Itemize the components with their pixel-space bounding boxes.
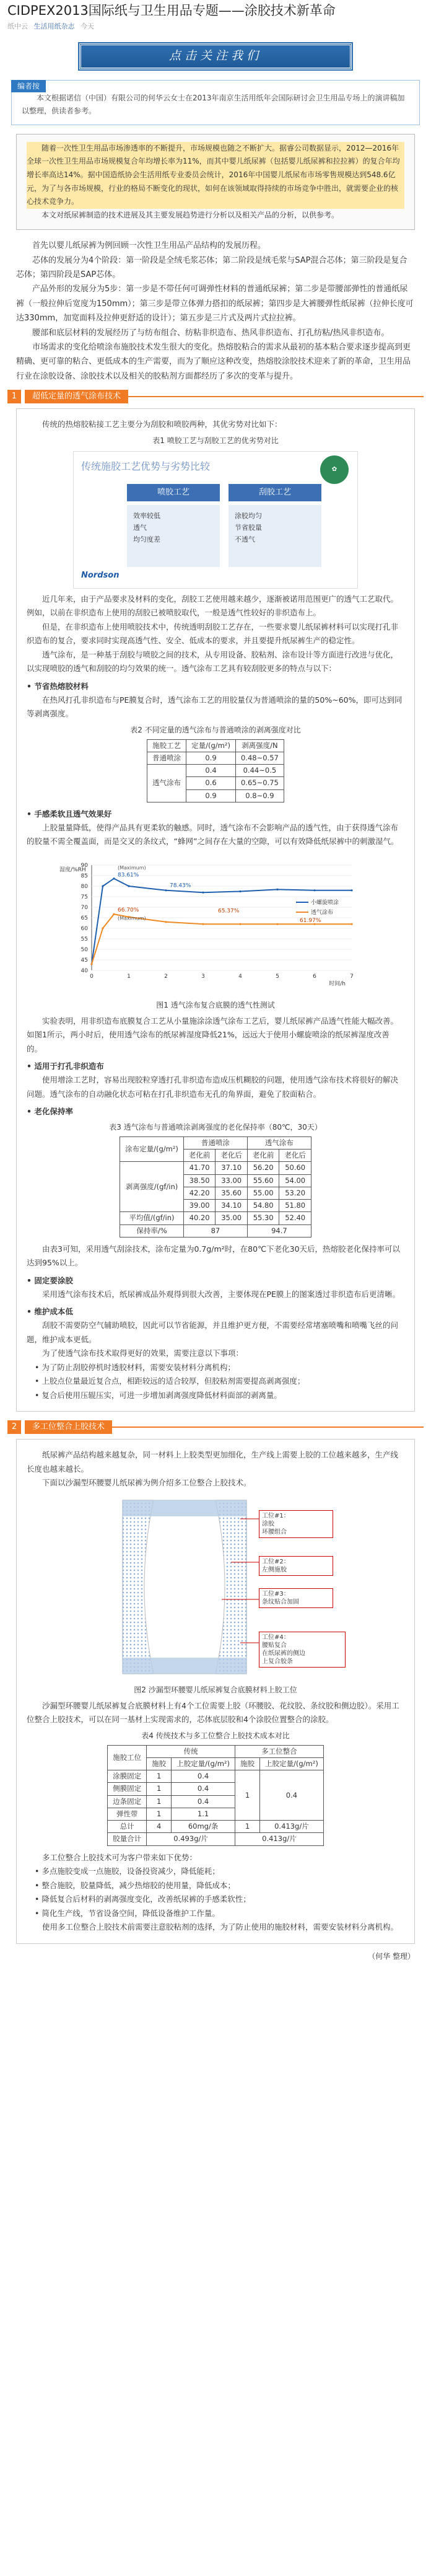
section-number: 2 — [7, 1420, 21, 1434]
table-header: 透气涂布 — [247, 1136, 311, 1149]
section-paragraph: 上胶量量降低，使得产品具有更柔软的触感。同时，透气涂布不会影响产品的透气性，由于获得透气涂布的胶量不需全覆盖面，而是交叉的条纹式，“蜂网”之间存在大量的空隙，可以有效降低纸尿裤中的刺激湿气。 — [27, 822, 399, 846]
section1-box — [16, 408, 415, 1412]
table-cell: 弹性带 — [108, 1808, 147, 1820]
table-cell: 0.4 — [186, 765, 236, 777]
article-signature: （何华 整理） — [368, 1951, 415, 1961]
table-header: 涂布定量/(g/m²) — [120, 1136, 184, 1162]
table-header: 施胶 — [147, 1757, 172, 1770]
table-header: 老化前 — [247, 1150, 279, 1162]
table-cell: 50.60 — [279, 1162, 311, 1174]
table-cell: 保持率/% — [120, 1224, 184, 1237]
spray-column-body — [127, 505, 220, 567]
table-header: 施胶工艺 — [147, 739, 186, 752]
x-tick-label: 0 — [90, 973, 94, 980]
subsection-title: • 固定要涂胶 — [27, 1275, 73, 1285]
table-cell: 55.60 — [247, 1174, 279, 1187]
list-item: • 降低复合后材料的剥离强度变化，改善纸尿裤的手感柔软性； — [35, 1892, 404, 1907]
section-paragraph: 刮胶不需要防空气辅助喷胶，因此可以节省能源，并且维护更方便，不需要经常堵塞喷嘴和喷嘴飞丝的问题，维护成本更低。 — [27, 1321, 399, 1344]
legend-entry: 透气涂布 — [311, 909, 334, 916]
table-cell: 总计 — [108, 1821, 147, 1833]
table-cell: 0.48~0.57 — [235, 752, 284, 764]
table-cell: 0.65~0.75 — [235, 777, 284, 789]
follow-banner-wrap — [7, 38, 424, 75]
table-cell: 涂膜固定 — [108, 1770, 147, 1783]
table-header: 上胶定量/(g/m²) — [172, 1757, 235, 1770]
data-point — [313, 889, 315, 891]
section-paragraph: 但是，在非织造布上使用喷胶技术中，传统透明刮胶工艺存在，一些要求婴儿纸尿裤材料可以实现打孔非织造布的复合，要求同时实现高透气性、安全、低成本的要求，并且要提升纸尿裤生产的稳定性。 — [27, 622, 399, 646]
table-cell: 0.4 — [172, 1795, 235, 1808]
data-label: 83.61% — [118, 872, 139, 879]
table-cell: 55.30 — [247, 1212, 279, 1224]
table-cell: 平均值/(gf/in) — [120, 1212, 184, 1224]
table-header: 普通喷涂 — [183, 1136, 247, 1149]
table-cell: 剥离强度/(gf/in) — [120, 1162, 184, 1212]
y-tick-label: 55 — [81, 936, 88, 943]
data-label: 78.43% — [170, 882, 191, 889]
table-cell: 41.70 — [183, 1162, 215, 1174]
data-label: 65.37% — [218, 908, 240, 915]
section-paragraph: 沙漏型环腰婴儿纸尿裤复合底膜材料上有4个工位需要上胶（环腰胶、花纹胶、条纹胶和侧边胶）。采用工位整合上胶技术，可以在同一基材上实现需求的，芯体底层胶和4个涂胶位置整合的涂胶。 — [27, 1700, 399, 1725]
table-cell: 胶量合计 — [108, 1833, 147, 1845]
table-cell: 0.413g/片 — [235, 1833, 324, 1845]
section2-box — [16, 1439, 415, 1944]
slot-row: 不透气 — [235, 535, 255, 544]
data-point — [90, 963, 92, 965]
section-paragraph: 使用多工位整合上胶技术前需要注意胶粘剂的选择，为了防止使用的施胶材料，需要安装材料分离机构。 — [42, 1922, 399, 1932]
body-paragraph: 腰部和底层材料的发展经历了与纺布组合、纺粘非织造布、热风非织造布、打孔纺粘/热风非织造布。 — [32, 328, 390, 338]
x-tick-label: 4 — [238, 973, 242, 980]
y-tick-label: 85 — [81, 873, 88, 879]
data-point — [350, 923, 352, 925]
table-header: 施胶 — [235, 1757, 260, 1770]
y-tick-label: 50 — [81, 946, 88, 953]
table-header: 上胶定量/(g/m²) — [260, 1757, 324, 1770]
table-cell: 87 — [183, 1224, 247, 1237]
subsection-title: • 维护成本低 — [27, 1307, 73, 1317]
table-header: 剥离强度/N — [235, 739, 284, 752]
body-paragraph: 市场需求的变化给喷涂布施胶技术发生很大的变化。热熔胶粘合的需求从最初的基本粘合要求逐步提高到更精确、更可靠的粘合、更低成本的生产需要，而为了顺应这种改变，热熔胶涂胶技术迎来了新的革命，卫生用品行业在涂胶设备、涂胶技术以及相关的胶粘剂方面都经历了多次的变革与提升。 — [16, 343, 411, 381]
advantages-list — [35, 1865, 404, 1920]
y-axis-label: 湿度/%RH — [59, 866, 86, 873]
data-point — [113, 877, 115, 879]
intro-body — [7, 239, 424, 384]
list-item: • 上胶点位量最近复合点，相距较远的适合较厚，但胶粘剂需要提高剥离强度； — [35, 1374, 404, 1389]
table-cell: 55.00 — [247, 1187, 279, 1199]
x-tick-label: 6 — [313, 973, 316, 980]
subsection-title: • 手感柔软且透气效果好 — [27, 809, 112, 819]
data-point — [202, 923, 204, 925]
legend-entry: 小螺旋喷涂 — [311, 899, 339, 906]
table-cell: 94.7 — [247, 1224, 311, 1237]
y-tick-label: 60 — [81, 925, 88, 932]
follow-banner[interactable]: 点击关注我们 — [79, 43, 352, 69]
section-rule — [112, 1426, 424, 1428]
fig2-caption: 图2 沙漏型环腰婴儿纸尿裤复合底膜材料上胶工位 — [134, 1685, 297, 1694]
table-row — [120, 1224, 311, 1237]
table-header: 定量/(g/m²) — [186, 739, 236, 752]
body-paragraph: 芯体的发展分为4个阶段：第一阶段是全绒毛浆芯体；第二阶段是绒毛浆与SAP混合芯体；第三阶段是复合芯体；第四阶段是SAP芯体。 — [16, 255, 407, 280]
table2 — [147, 739, 284, 802]
section-paragraph: 纸尿裤产品结构越来越复杂，同一材料上上胶类型更加细化，生产线上需要上胶的工位越来越多，生产线长度也越来越长。 — [27, 1450, 399, 1474]
table-cell: 0.8~0.9 — [235, 789, 284, 802]
section-paragraph: 近几年来，由于产品要求及材料的变化，刮胶工艺使用越来越少，逐渐被诺用范围更广的透气工艺取代。例如，以前在非织造布上使用的刮胶已被喷胶取代，一般是透气性较好的非织造布上。 — [27, 594, 399, 618]
section-paragraph: 由表3可知，采用透气刮涂技术，涂布定量为0.7g/m²时，在80℃下老化30天后，热熔胶老化保持率可以达到95%以上。 — [27, 1244, 401, 1268]
section-paragraph: 传统的热熔胶粘接工艺主要分为刮胶和喷胶两种，其优劣势对比如下： — [42, 420, 282, 429]
table-cell: 0.6 — [186, 777, 236, 789]
list-item: • 简化生产线，节省设备空间，降低设备维护工作量。 — [35, 1907, 404, 1921]
y-tick-label: 90 — [81, 862, 88, 869]
subsection-title: • 老化保持率 — [27, 1107, 73, 1117]
table-cell: 38.50 — [183, 1174, 215, 1187]
notes-list — [35, 1361, 404, 1403]
body-paragraph: 产品外形的发展分为5步：第一步是不带任何可调弹性材料的普通纸尿裤；第二步是带腰部弹性的普通纸尿裤（一般拉伸后宽度为150mm）；第三步是带立体弹力搭扣的纸尿裤；第四步是大裤腰弹性纸尿裤（拉伸长度可达330mm，加宽面料及拉伸更舒适的设计）；第五步是三片式及两片式拉拉裤。 — [16, 284, 414, 323]
x-tick-label: 5 — [276, 973, 279, 980]
data-point — [165, 921, 167, 923]
editor-text: 本文根据诺信（中国）有限公司的何华云女士在2013年南京生活用纸年会国际研讨会卫生用品专场上的演讲稿加以整理，供读者参考。 — [22, 93, 405, 116]
waistband-bottom-shape — [123, 1658, 246, 1674]
subsection-title: • 节省热熔胶材料 — [27, 681, 89, 691]
nordson-logo: Nordson — [81, 570, 120, 580]
spray-row: 透气 — [133, 523, 147, 532]
table1-caption: 表1 喷胶工艺与刮胶工艺的优劣势对比 — [152, 436, 279, 445]
slot-row: 节省胶量 — [235, 523, 262, 532]
spray-row: 均匀度差 — [133, 535, 160, 544]
annotation: (Maximum) — [118, 915, 146, 921]
x-tick-label: 7 — [350, 973, 354, 980]
fig1-caption: 图1 透气涂布复合底膜的透气性测试 — [156, 1000, 275, 1009]
table-cell: 0.44~0.5 — [235, 765, 284, 777]
humidity-chart — [54, 853, 377, 995]
hourglass-core-shape — [144, 1500, 225, 1674]
intro-quote — [16, 134, 415, 231]
section-label: 多工位整合上胶技术 — [25, 1420, 112, 1434]
data-point — [113, 913, 115, 915]
table-cell: 边条固定 — [108, 1795, 147, 1808]
table-cell: 34.10 — [215, 1200, 248, 1212]
list-item: • 整合施胶，胶量降低，减少热熔胶的使用量，降低成本； — [35, 1879, 404, 1893]
table4-caption: 表4 传统技术与多工位整合上胶技术成本对比 — [141, 1731, 290, 1740]
y-tick-label: 65 — [81, 915, 88, 921]
leaf-logo-icon: ✿ — [320, 455, 349, 484]
slot-column-header: 刮胶工艺 — [229, 484, 321, 501]
x-axis-label: 时间/h — [329, 980, 346, 987]
table-cell: 35.00 — [215, 1212, 248, 1224]
slot-row: 涂胶均匀 — [235, 511, 262, 520]
process-compare-figure — [73, 451, 358, 589]
table-row — [120, 1162, 311, 1174]
table-cell: 52.40 — [279, 1212, 311, 1224]
table-cell: 0.4 — [260, 1770, 324, 1821]
data-point — [128, 885, 129, 887]
x-tick-label: 1 — [127, 973, 131, 980]
editor-tag: 编者按 — [11, 80, 46, 92]
station-label: 工位#3： 条纹贴合加固 — [259, 1588, 333, 1608]
annotation: (Maximum) — [118, 864, 146, 871]
waistband-top-shape — [123, 1500, 246, 1516]
spray-column-header: 喷胶工艺 — [127, 484, 220, 501]
table-cell: 54.80 — [247, 1200, 279, 1212]
data-point — [350, 889, 352, 891]
slot-column-body — [229, 505, 321, 567]
section-paragraph: 在热风打孔非织造布与PE膜复合时，透气涂布工艺的用胶量仅为普通喷涂的量的50%~60%，即可达到同等剥离强度。 — [27, 695, 403, 719]
table-cell: 56.20 — [247, 1162, 279, 1174]
table-cell: 1 — [147, 1770, 172, 1783]
diaper-station-figure — [73, 1494, 358, 1680]
table-cell: 33.00 — [215, 1174, 248, 1187]
table-cell: 35.60 — [215, 1187, 248, 1199]
table-header: 施胶工位 — [108, 1745, 147, 1770]
table2-caption: 表2 不同定量的透气涂布与普通喷涂的剥离强度对比 — [130, 725, 301, 734]
data-point — [276, 888, 278, 890]
section-paragraph: 实验表明，用非织造布底膜复合工艺从小量施涂涂透气涂布工艺后，婴儿纸尿裤产品透气性能大幅改善。如图1所示，两小时后，使用透气涂布的纸尿裤湿度降低21%，远远大于使用小螺旋喷涂的纸尿裤湿度改善的。 — [27, 1016, 399, 1053]
table-header: 老化后 — [215, 1150, 248, 1162]
table-cell: 54.00 — [279, 1174, 311, 1187]
list-item: • 为了防止刮胶停机时透胶材料，需要安装材料分离机构； — [35, 1361, 404, 1375]
section-paragraph: 多工位整合上胶技术可为客户带来如下优势： — [42, 1852, 198, 1862]
x-tick-label: 2 — [164, 973, 168, 980]
section-paragraph: 为了使透气涂布技术取得更好的效果，需要注意以下事项： — [42, 1348, 244, 1358]
section-paragraph: 透气涂布，是一种基于刮胶与喷胶之间的技术，从专用设备、胶粘剂、涂布设计等方面进行改进与优化，以实现喷胶的透气和刮胶的均匀效果的统一。透气涂布工艺具有较刮胶更多的特点与以下： — [27, 649, 399, 674]
body-paragraph: 首先以婴儿纸尿裤为例回顾一次性卫生用品产品结构的发展历程。 — [32, 241, 266, 251]
section-number: 1 — [7, 390, 21, 403]
table-cell: 60mg/条 — [172, 1821, 235, 1833]
table3 — [120, 1136, 311, 1237]
table-cell: 42.20 — [183, 1187, 215, 1199]
section-paragraph: 下面以沙漏型环腰婴儿纸尿裤为例介绍多工位整合上胶技术。 — [42, 1478, 251, 1488]
table-cell: 0.9 — [186, 752, 236, 764]
table-cell: 39.00 — [183, 1200, 215, 1212]
humidity-chart-svg — [54, 853, 377, 995]
y-tick-label: 40 — [81, 967, 88, 974]
x-tick-label: 3 — [201, 973, 205, 980]
station-label: 工位#4： 腰贴复合 在纸尿裤的侧边 上复合胶条 — [259, 1632, 346, 1668]
table-cell: 1 — [147, 1808, 172, 1820]
table4 — [107, 1745, 324, 1846]
table-cell: 4 — [147, 1821, 172, 1833]
table-row — [120, 1212, 311, 1224]
article-title: CIDPEX2013国际纸与卫生用品专题——涂胶技术新革命 — [7, 3, 336, 18]
article-source: 纸中云 — [7, 22, 28, 31]
table-cell: 0.4 — [172, 1783, 235, 1795]
section-rule — [128, 396, 424, 397]
editor-note — [11, 80, 420, 125]
data-point — [239, 890, 241, 892]
table-cell: 1 — [235, 1821, 260, 1833]
table-header: 传统 — [147, 1745, 235, 1757]
article-meta — [7, 20, 424, 32]
table-header: 多工位整合 — [235, 1745, 324, 1757]
table-row — [147, 752, 284, 764]
table-cell: 0.413g/片 — [260, 1821, 324, 1833]
table-row — [108, 1770, 324, 1783]
y-tick-label: 80 — [81, 883, 88, 890]
data-point — [102, 885, 103, 887]
table-cell: 普通喷涂 — [147, 752, 186, 764]
data-label: 66.70% — [118, 907, 139, 913]
table-header: 老化后 — [279, 1150, 311, 1162]
data-point — [202, 891, 204, 893]
data-point — [276, 923, 278, 925]
list-item: • 复合后使用压辊压实，可进一步增加剥离强度降低材料面部的剥离量。 — [35, 1389, 404, 1403]
list-item: • 多点施胶变成一点施胶，设备投资减少，降低能耗； — [35, 1865, 404, 1879]
table-cell: 1 — [147, 1795, 172, 1808]
spray-row: 效率较低 — [133, 511, 160, 520]
table-cell: 0.4 — [172, 1770, 235, 1783]
data-point — [102, 927, 103, 929]
table-cell: 0.493g/片 — [147, 1833, 235, 1845]
table-cell: 侧膜固定 — [108, 1783, 147, 1795]
table-row — [108, 1833, 324, 1845]
table-cell: 1 — [235, 1770, 260, 1821]
table-cell: 53.20 — [279, 1187, 311, 1199]
station-label: 工位#1： 涂胶 环腰组合 — [259, 1510, 333, 1538]
account-link[interactable]: 生活用纸杂志 — [33, 22, 75, 31]
subsection-title: • 适用于打孔非织造布 — [27, 1062, 104, 1071]
section-paragraph: 使用增涂工艺时，容易出现胶粒穿透打孔非织造布造成压机糊胶的问题，使用透气涂布技术将很好的解决问题。透气涂布的自动融化状态可粘在打孔非织造布无孔的角界面，避免了胶面粘合。 — [27, 1075, 399, 1099]
section-label: 超低定量的透气涂布技术 — [25, 390, 128, 403]
table-cell: 37.10 — [215, 1162, 248, 1174]
table-cell: 51.80 — [279, 1200, 311, 1212]
table-header: 老化前 — [183, 1150, 215, 1162]
intro-paragraph: 随着一次性卫生用品市场渗透率的不断提升，市场规模也随之不断扩大。据睿公司数据显示，2012—2016年全球一次性卫生用品市场规模复合年均增长率为11%，而其中婴儿纸尿裤（包括婴儿纸尿裤和拉拉裤）的复合年均增长率高达14%。据中国造纸协会生活用纸专业委员会统计，2016年中国婴儿纸尿布市场零售规模达到548.6亿元，为了与各市场规模，行业的格局不断变化的现状，如何在该领域取得持续的市场竞争中胜出，就需要企业的核心技术竞争力。 — [27, 142, 404, 209]
y-tick-label: 70 — [81, 904, 88, 911]
data-point — [165, 889, 167, 891]
y-tick-label: 75 — [81, 894, 88, 900]
data-point — [239, 923, 241, 925]
intro-paragraph: 本文对纸尿裤制造的技术进展及其主要发展趋势进行分析以及相关产品的分析，以供参考。 — [41, 210, 339, 219]
article-date: 今天 — [81, 22, 94, 31]
table-cell: 1 — [147, 1783, 172, 1795]
station-label: 工位#2： 左侧施胶 — [259, 1556, 333, 1576]
table-cell: 0.9 — [186, 789, 236, 802]
table-cell: 40.20 — [183, 1212, 215, 1224]
section-header-1 — [7, 390, 424, 403]
fig1-header: 传统施胶工艺优势与劣势比较 — [81, 460, 211, 472]
table-cell: 透气涂布 — [147, 765, 186, 802]
data-label: 61.97% — [300, 917, 321, 924]
table3-caption: 表3 透气涂布与普通喷涂剥离强度的老化保持率（80℃，30天） — [109, 1122, 322, 1132]
section-paragraph: 采用透气涂布技术后，纸尿裤成品外观得到很大改善，主要体现在PE膜上的图案透过非织造布后更清晰。 — [42, 1289, 400, 1299]
section-header-2 — [7, 1420, 424, 1434]
table-row — [147, 765, 284, 777]
y-tick-label: 45 — [81, 957, 88, 964]
table-cell: 1.1 — [172, 1808, 235, 1820]
table-row — [108, 1821, 324, 1833]
